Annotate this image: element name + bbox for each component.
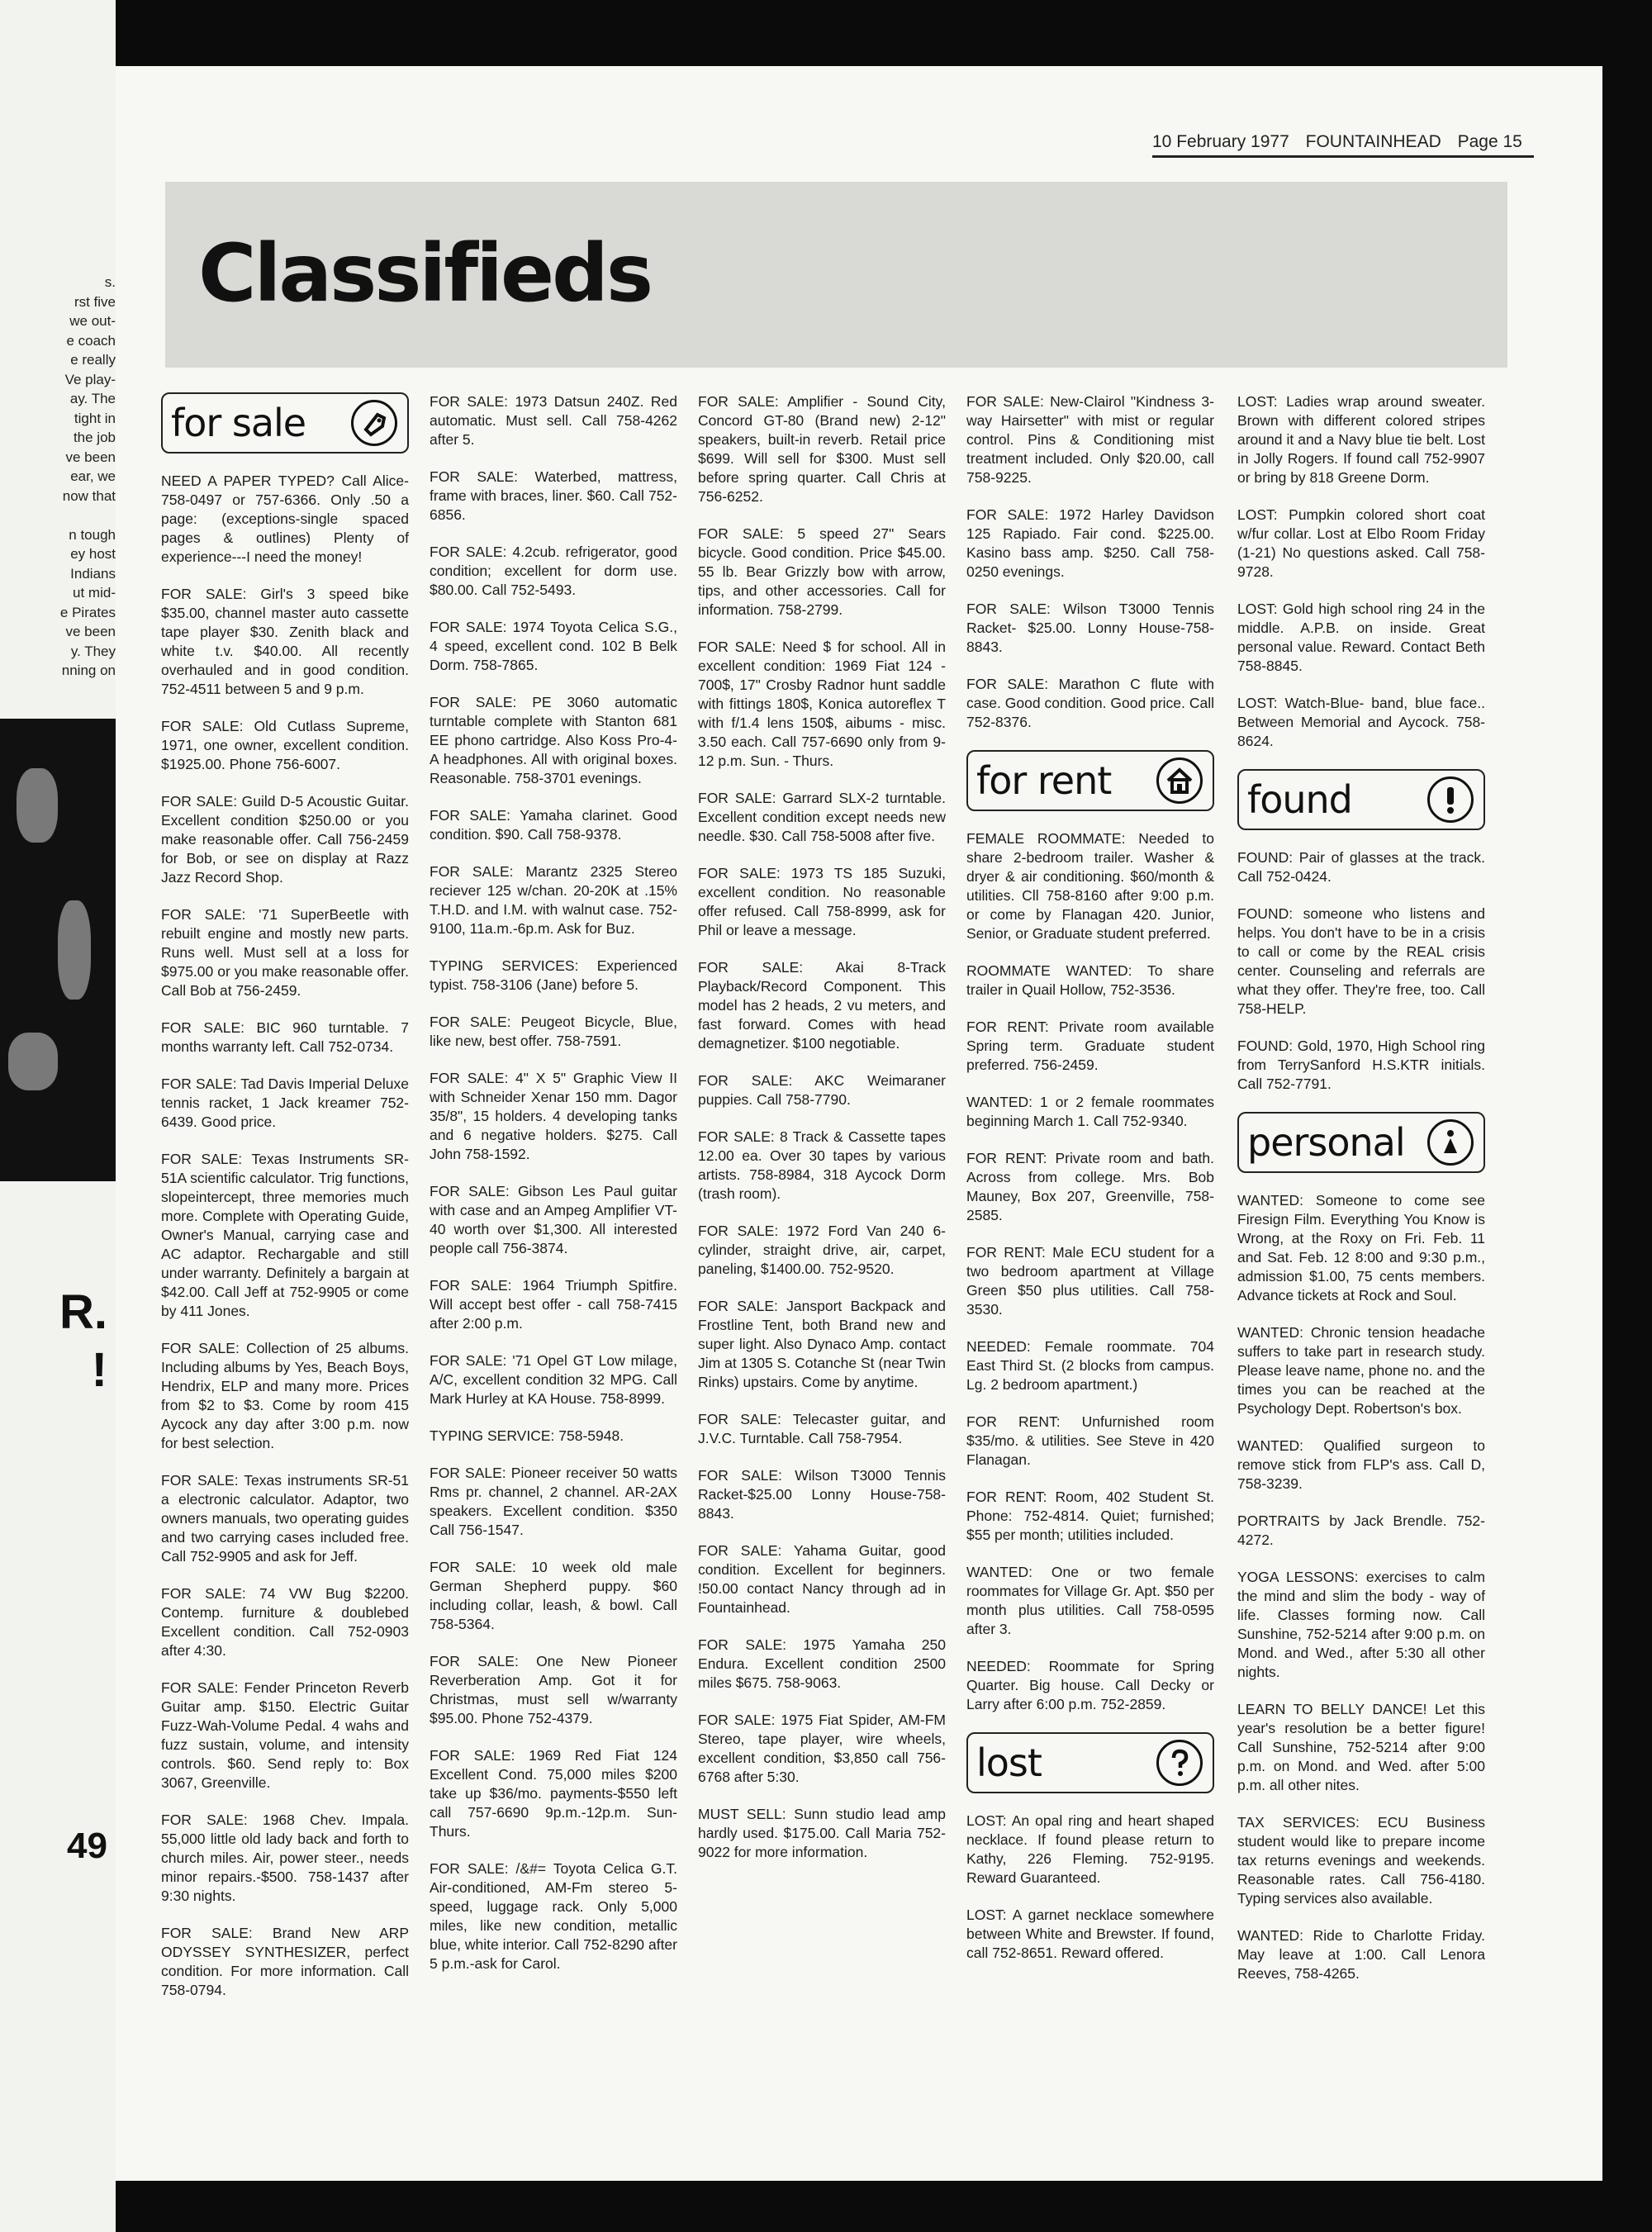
- column-4: [966, 392, 1214, 1981]
- classified-ad: FOR SALE: 1968 Chev. Impala. 55,000 little old lady back and forth to church miles. Air, power steer., needs minor repairs.-$500. 758-1437 after 9:30 nights.: [161, 1812, 409, 1904]
- adjacent-page-number: 49: [67, 1826, 107, 1866]
- classified-ad: FOR SALE: '71 SuperBeetle with rebuilt engine and mostly new parts. Runs well. Must sell at a loss for $975.00 or you make reasonable offer. Call Bob at 756-2459.: [161, 906, 409, 999]
- column-1: [161, 392, 409, 2018]
- classified-ad: LOST: Watch-Blue- band, blue face.. Between Memorial and Aycock. 758-8624.: [1237, 695, 1485, 749]
- classified-ad: FOR SALE: Need $ for school. All in excellent condition: 1969 Fiat 124 - 700$, 17" Crosby Radnor hunt saddle with fittings 180$, Konica autoreflex T with f/1.4 lens 150$, aibums - misc. 3.50 each. Call 757-6690 only from 9-12 p.m. Sun. - Thurs.: [698, 639, 946, 769]
- classified-ad: FOR SALE: 4.2cub. refrigerator, good condition; excellent for dorm use. $80.00. Call 752-5493.: [430, 544, 677, 598]
- classified-ad: WANTED: One or two female roommates for Village Gr. Apt. $50 per month plus utilities. Call 758-0595 after 3.: [966, 1564, 1214, 1637]
- classified-ad: LOST: A garnet necklace somewhere between White and Brewster. If found, call 752-8651. Reward offered.: [966, 1907, 1214, 1961]
- issue-date: 10 February 1977: [1152, 132, 1289, 151]
- classified-ad: ROOMMATE WANTED: To share trailer in Quail Hollow, 752-3536.: [966, 962, 1214, 998]
- for-sale-header: [161, 392, 409, 454]
- classified-ad: LOST: Ladies wrap around sweater. Brown with different colored stripes around it and a Navy blue tie belt. Lost in Jolly Rogers. If found call 752-9907 or bring by 818 Greene Dorm.: [1237, 393, 1485, 486]
- classified-ad: FOR SALE: 1972 Ford Van 240 6-cylinder, straight drive, air, carpet, paneling, $1400.00. 752-9520.: [698, 1223, 946, 1277]
- classified-ad: FOR SALE: Marathon C flute with case. Good condition. Good price. Call 752-8376.: [966, 676, 1214, 730]
- classified-ad: FOR SALE: BIC 960 turntable. 7 months warranty left. Call 752-0734.: [161, 1019, 409, 1055]
- classified-ad: PORTRAITS by Jack Brendle. 752-4272.: [1237, 1513, 1485, 1548]
- classified-ad: LOST: An opal ring and heart shaped necklace. If found please return to Kathy, 226 Fleming. 752-9195. Reward Guaranteed.: [966, 1812, 1214, 1886]
- classified-ad: TAX SERVICES: ECU Business student would like to prepare income tax returns evenings and weekends. Reasonable rates. Call 756-4180. Typing services also available.: [1237, 1814, 1485, 1907]
- classified-ad: FOR SALE: Yahama Guitar, good condition. Excellent for beginners. !50.00 contact Nancy through ad in Fountainhead.: [698, 1542, 946, 1616]
- classified-ad: FOR SALE: Wilson T3000 Tennis Racket-$25.00 Lonny House-758-8843.: [698, 1467, 946, 1522]
- classified-ad: FOR SALE: Gibson Les Paul guitar with case and an Ampeg Amplifier VT-40 worth over $1,300. All interested people call 756-3874.: [430, 1183, 677, 1256]
- classified-ad: FOR SALE: Amplifier - Sound City, Concord GT-80 (Brand new) 2-12" speakers, built-in reverb. Retail price $699. Will sell for $300. Must sell before spring quarter. Call Chris at 756-6252.: [698, 393, 946, 505]
- classified-ad: FOR SALE: Texas instruments SR-51 a electronic calculator. Adaptor, two owners manuals, two operating guides and two carrying cases included free. Call 752-9905 and ask for Jeff.: [161, 1472, 409, 1565]
- classified-ad: FOR SALE: 1972 Harley Davidson 125 Rapiado. Fair cond. $225.00. Kasino bass amp. $250. Call 758-0250 evenings.: [966, 506, 1214, 580]
- found-header: [1237, 769, 1485, 830]
- house-icon: [1156, 757, 1203, 804]
- classified-ad: NEEDED: Roommate for Spring Quarter. Big house. Call Decky or Larry after 6:00 p.m. 752-2859.: [966, 1658, 1214, 1712]
- adjacent-page-text-fragment: e Pirates: [59, 604, 116, 620]
- classified-ad: FOR SALE: One New Pioneer Reverberation Amp. Got it for Christmas, must sell w/warranty $95.00. Phone 752-4379.: [430, 1653, 677, 1726]
- classified-ad: FOR SALE: Wilson T3000 Tennis Racket- $25.00. Lonny House-758-8843.: [966, 601, 1214, 655]
- adjacent-page-text-fragment: ey host: [70, 546, 116, 562]
- classifieds-banner: [165, 182, 1507, 368]
- classified-ad: FOR SALE: Old Cutlass Supreme, 1971, one owner, excellent condition. $1925.00. Phone 756-6007.: [161, 718, 409, 772]
- lost-header: [966, 1732, 1214, 1793]
- classified-ad: FOR SALE: Girl's 3 speed bike $35.00, channel master auto cassette tape player $30. Zenith black and white t.v. $40.00. All recently overhauled and in good condition. 752-4511 between 5 and 9 p.m.: [161, 586, 409, 697]
- adjacent-page-exclamation: !: [91, 1343, 107, 1397]
- adjacent-page-text-fragment: ut mid-: [73, 585, 116, 601]
- classified-ad: FOR SALE: 10 week old male German Shepherd puppy. $60 including collar, leash, & bowl. Call 758-5364.: [430, 1559, 677, 1632]
- classified-ad: YOGA LESSONS: exercises to calm the mind and slim the body - way of life. Classes forming now. Call Sunshine, 752-5214 after 9:00 p.m. on Mond. and Wed., after 5:30 all other nights.: [1237, 1569, 1485, 1680]
- adjacent-page-text-fragment: rst five: [74, 293, 116, 310]
- classified-ad: FOR SALE: 1969 Red Fiat 124 Excellent Cond. 75,000 miles $200 take up $36/mo. payments-$550 left call 757-6690 9p.m.-12p.m. Sun-Thurs.: [430, 1747, 677, 1840]
- classified-ad: FEMALE ROOMMATE: Needed to share 2-bedroom trailer. Washer & dryer & air conditioning. $60/month & utilities. Cll 758-8160 after 9:00 p.m. or come by Flanagan 420. Junior, Senior, or Graduate student preferred.: [966, 830, 1214, 942]
- classified-ad: TYPING SERVICES: Experienced typist. 758-3106 (Jane) before 5.: [430, 957, 677, 993]
- paper-name: FOUNTAINHEAD: [1305, 132, 1441, 151]
- classified-ad: FOR SALE: /&#= Toyota Celica G.T. Air-conditioned, AM-Fm stereo 5-speed, luggage rack. Only 5,000 miles, like new condition, metallic blue, white interior. Call 752-8290 after 5 p.m.-ask for Carol.: [430, 1860, 677, 1972]
- classified-ad: FOR SALE: Yamaha clarinet. Good condition. $90. Call 758-9378.: [430, 807, 677, 843]
- classified-ad: FOR SALE: Garrard SLX-2 turntable. Excellent condition except needs new needle. $30. Call 758-5008 after five.: [698, 790, 946, 844]
- adjacent-page-text-fragment: ear, we: [70, 468, 116, 484]
- classified-ad: WANTED: Ride to Charlotte Friday. May leave at 1:00. Call Lenora Reeves, 758-4265.: [1237, 1927, 1485, 1982]
- classified-ad: FOR SALE: 1973 TS 185 Suzuki, excellent condition. No reasonable offer refused. Call 758-8999, ask for Phil or leave a message.: [698, 865, 946, 938]
- personal-header: [1237, 1112, 1485, 1173]
- classified-ad: FOR SALE: 4" X 5" Graphic View II with Schneider Xenar 150 mm. Dagor 35/8", 15 holders. 4 developing tanks and 6 negative holders. $275. Call John 758-1592.: [430, 1070, 677, 1162]
- price-tag-icon: [351, 400, 397, 446]
- classified-ad: FOR SALE: 8 Track & Cassette tapes 12.00 ea. Over 30 tapes by various artists. 758-8984, 318 Aycock Dorm (trash room).: [698, 1128, 946, 1202]
- classified-ad: LOST: Gold high school ring 24 in the middle. A.P.B. on inside. Great personal value. Reward. Contact Beth 758-8845.: [1237, 601, 1485, 674]
- section-label: personal: [1247, 1119, 1405, 1165]
- classified-ad: FOR SALE: 5 speed 27" Sears bicycle. Good condition. Price $45.00. 55 lb. Bear Grizzly bow with arrow, tips, and other accessories. Call for information. 758-2799.: [698, 525, 946, 618]
- adjacent-page-text-fragment: Indians: [70, 565, 116, 582]
- page-number: Page 15: [1457, 132, 1522, 151]
- page-title: Classifieds: [198, 227, 651, 320]
- adjacent-page-text-fragment: now that: [62, 487, 116, 504]
- classified-ad: FOUND: someone who listens and helps. You don't have to be in a crisis to call or come by the REAL crisis center. Counseling and referrals are what they offer. They're free, too. Call 758-HELP.: [1237, 905, 1485, 1017]
- classified-ad: FOR SALE: Fender Princeton Reverb Guitar amp. $150. Electric Guitar Fuzz-Wah-Volume Pedal. 4 wahs and fuzz sustain, volume, and intensity controls. $60. Send reply to: Box 3067, Greenville.: [161, 1679, 409, 1791]
- classified-ad: LOST: Pumpkin colored short coat w/fur collar. Lost at Elbo Room Friday (1-21) No questions asked. Call 758-9728.: [1237, 506, 1485, 580]
- classified-ad: FOR SALE: PE 3060 automatic turntable complete with Stanton 681 EE phono cartridge. Also Koss Pro-4-A headphones. All with original boxes. Reasonable. 758-3701 evenings.: [430, 694, 677, 786]
- adjacent-page-text-fragment: e really: [70, 352, 116, 368]
- classified-ad: FOR RENT: Male ECU student for a two bedroom apartment at Village Green $50 plus utilities. Call 758-3530.: [966, 1244, 1214, 1318]
- classified-ad: LEARN TO BELLY DANCE! Let this year's resolution be a better figure! Call Sunshine, 752-5214 after 9:00 p.m. on Mond. and Wed. after 5:00 p.m. all other nites.: [1237, 1701, 1485, 1793]
- question-mark-icon: [1156, 1740, 1203, 1786]
- adjacent-page-text-fragment: e coach: [66, 332, 116, 349]
- classified-ad: FOR SALE: 1975 Fiat Spider, AM-FM Stereo, tape player, wire wheels, excellent condition, $3,850 call 756-6768 after 5:30.: [698, 1712, 946, 1785]
- newspaper-page: [116, 66, 1602, 2181]
- classified-ad: FOR SALE: 1973 Datsun 240Z. Red automatic. Must sell. Call 758-4262 after 5.: [430, 393, 677, 448]
- classified-ad: FOR SALE: Texas Instruments SR-51A scientific calculator. Trig functions, slopeintercept, three memories much more. Complete with Operating Guide, Owner's Manual, carrying case and AC adaptor. Rechargable and still under warranty. Definitely a bargain at $42.00. Call Jeff at 752-9905 or come by 411 Jones.: [161, 1151, 409, 1319]
- classified-ad: FOR SALE: '71 Opel GT Low milage, A/C, excellent condition 32 MPG. Call Mark Hurley at KA House. 758-8999.: [430, 1352, 677, 1407]
- classified-ad: FOR SALE: Pioneer receiver 50 watts Rms pr. channel, 2 channel. AR-2AX speakers. Excellent condition. $350 Call 756-1547.: [430, 1465, 677, 1538]
- classified-ad: FOR SALE: Guild D-5 Acoustic Guitar. Excellent condition $250.00 or you make reasonable offer. Call 756-2459 for Bob, or see on display at Razz Jazz Record Shop.: [161, 793, 409, 886]
- classified-ad: FOR SALE: Peugeot Bicycle, Blue, like new, best offer. 758-7591.: [430, 1014, 677, 1049]
- adjacent-page-text-fragment: tight in: [74, 410, 116, 426]
- classified-ad: FOR SALE: 1975 Yamaha 250 Endura. Excellent condition 2500 miles $675. 758-9063.: [698, 1636, 946, 1691]
- adjacent-page-text-fragment: ay. The: [69, 391, 116, 406]
- classified-ad: FOR SALE: Jansport Backpack and Frostline Tent, both Brand new and super light. Also Dynaco Amp. contact Jim at 1305 S. Cotanche St (near Twin Rinks) upstairs. Come by anytime.: [698, 1298, 946, 1390]
- classified-ad: MUST SELL: Sunn studio lead amp hardly used. $175.00. Call Maria 752-9022 for more information.: [698, 1806, 946, 1860]
- adjacent-page-text-fragment: y. They: [70, 643, 116, 659]
- classified-ad: FOR SALE: Akai 8-Track Playback/Record Component. This model has 2 heads, 2 vu meters, and fast forward. Comes with head demagnetizer. $100 negotiable.: [698, 959, 946, 1052]
- classified-ad: WANTED: Qualified surgeon to remove stick from FLP's ass. Call D, 758-3239.: [1237, 1437, 1485, 1492]
- column-5: [1237, 392, 1485, 2002]
- classified-ad: FOR SALE: AKC Weimaraner puppies. Call 758-7790.: [698, 1072, 946, 1108]
- page-header: [1152, 132, 1534, 158]
- classified-ad: FOR RENT: Private room and bath. Across from college. Mrs. Bob Mauney, Box 207, Greenville, 758-2585.: [966, 1150, 1214, 1223]
- adjacent-page-text-fragment: the job: [73, 430, 116, 445]
- adjacent-page-text-fragment: nning on: [61, 662, 116, 678]
- classified-ad: FOR RENT: Private room available Spring term. Graduate student preferred. 756-2459.: [966, 1019, 1214, 1073]
- adjacent-page-text-fragment: Ve play-: [64, 371, 116, 387]
- person-icon: [1427, 1119, 1474, 1166]
- classified-ad: FOR RENT: Room, 402 Student St. Phone: 752-4814. Quiet; furnished; $55 per month; utilities included.: [966, 1489, 1214, 1543]
- classified-ad: WANTED: Chronic tension headache suffers to take part in research study. Please leave name, phone no. and the times you can be reached at the Psychology Dept. Robertson's box.: [1237, 1324, 1485, 1417]
- adjacent-page-strip: [0, 0, 116, 2232]
- classified-ad: FOR SALE: Tad Davis Imperial Deluxe tennis racket, 1 Jack kreamer 752-6439. Good price.: [161, 1076, 409, 1130]
- adjacent-page-text-fragment: ve been: [65, 449, 116, 465]
- classified-ad: WANTED: Someone to come see Firesign Film. Everything You Know is Wrong, at the Roxy on Fri. Feb. 11 and Sat. Feb. 12 8:00 and 9:30 p.m., admission $1.00, 75 cents members. Advance tickets at Rock and Soul.: [1237, 1192, 1485, 1304]
- adjacent-page-letter: R.: [59, 1285, 107, 1339]
- section-label: for sale: [171, 400, 306, 445]
- classified-ad: FOUND: Gold, 1970, High School ring from TerrySanford H.S.KTR initials. Call 752-7791.: [1237, 1038, 1485, 1092]
- classified-ad: FOR SALE: Brand New ARP ODYSSEY SYNTHESIZER, perfect condition. For more information. Call 758-0794.: [161, 1925, 409, 1998]
- classified-ad: TYPING SERVICE: 758-5948.: [430, 1427, 624, 1444]
- classified-ad: FOR SALE: 1974 Toyota Celica S.G., 4 speed, excellent cond. 102 B Belk Dorm. 758-7865.: [430, 619, 677, 673]
- classified-ad: FOR SALE: 74 VW Bug $2200. Contemp. furniture & doublebed Excellent condition. Call 752-0903 after 4:30.: [161, 1585, 409, 1659]
- classified-ad: NEEDED: Female roommate. 704 East Third St. (2 blocks from campus. Lg. 2 bedroom apartment.): [966, 1338, 1214, 1393]
- adjacent-page-photo: [0, 719, 116, 1181]
- classified-ad: FOUND: Pair of glasses at the track. Call 752-0424.: [1237, 849, 1485, 885]
- section-label: found: [1247, 776, 1352, 822]
- classified-ad: FOR SALE: Waterbed, mattress, frame with braces, liner. $60. Call 752-6856.: [430, 468, 677, 523]
- classified-ad: FOR SALE: 1964 Triumph Spitfire. Will accept best offer - call 758-7415 after 2:00 p.m.: [430, 1277, 677, 1332]
- classified-ad: NEED A PAPER TYPED? Call Alice-758-0497 or 757-6366. Only .50 a page: (exceptions-single spaced pages & outlines) Plenty of experience---I need the money!: [161, 473, 409, 565]
- classified-ad: FOR SALE: Telecaster guitar, and J.V.C. Turntable. Call 758-7954.: [698, 1411, 946, 1446]
- adjacent-page-text-fragment: ve been: [65, 624, 116, 639]
- adjacent-page-text-fragment: we out-: [69, 313, 116, 329]
- classified-ad: WANTED: 1 or 2 female roommates beginning March 1. Call 752-9340.: [966, 1094, 1214, 1129]
- classified-ad: FOR RENT: Unfurnished room $35/mo. & utilities. See Steve in 420 Flanagan.: [966, 1413, 1214, 1468]
- classified-ad: FOR SALE: New-Clairol "Kindness 3-way Hairsetter" with mist or regular control. Pins & Conditioning mist treatment included. Only $20.00, call 758-9225.: [966, 393, 1214, 486]
- classified-ad: FOR SALE: Collection of 25 albums. Including albums by Yes, Beach Boys, Hendrix, ELP and many more. Prices from $2 to $3. Come by room 415 Aycock any day after 3:00 p.m. now for best selection.: [161, 1340, 409, 1451]
- section-label: for rent: [976, 757, 1112, 803]
- classified-ad: FOR SALE: Marantz 2325 Stereo reciever 125 w/chan. 20-20K at .15% T.H.D. and I.M. with walnut case. 752-9100, 11a.m.-6p.m. Ask for Buz.: [430, 863, 677, 937]
- section-label: lost: [976, 1740, 1042, 1785]
- column-2: [430, 392, 677, 1992]
- for-rent-header: [966, 750, 1214, 811]
- exclamation-icon: [1427, 776, 1474, 823]
- adjacent-page-text-fragment: n tough: [69, 526, 116, 543]
- column-3: [698, 392, 946, 1880]
- adjacent-page-text-fragment: s.: [104, 274, 116, 290]
